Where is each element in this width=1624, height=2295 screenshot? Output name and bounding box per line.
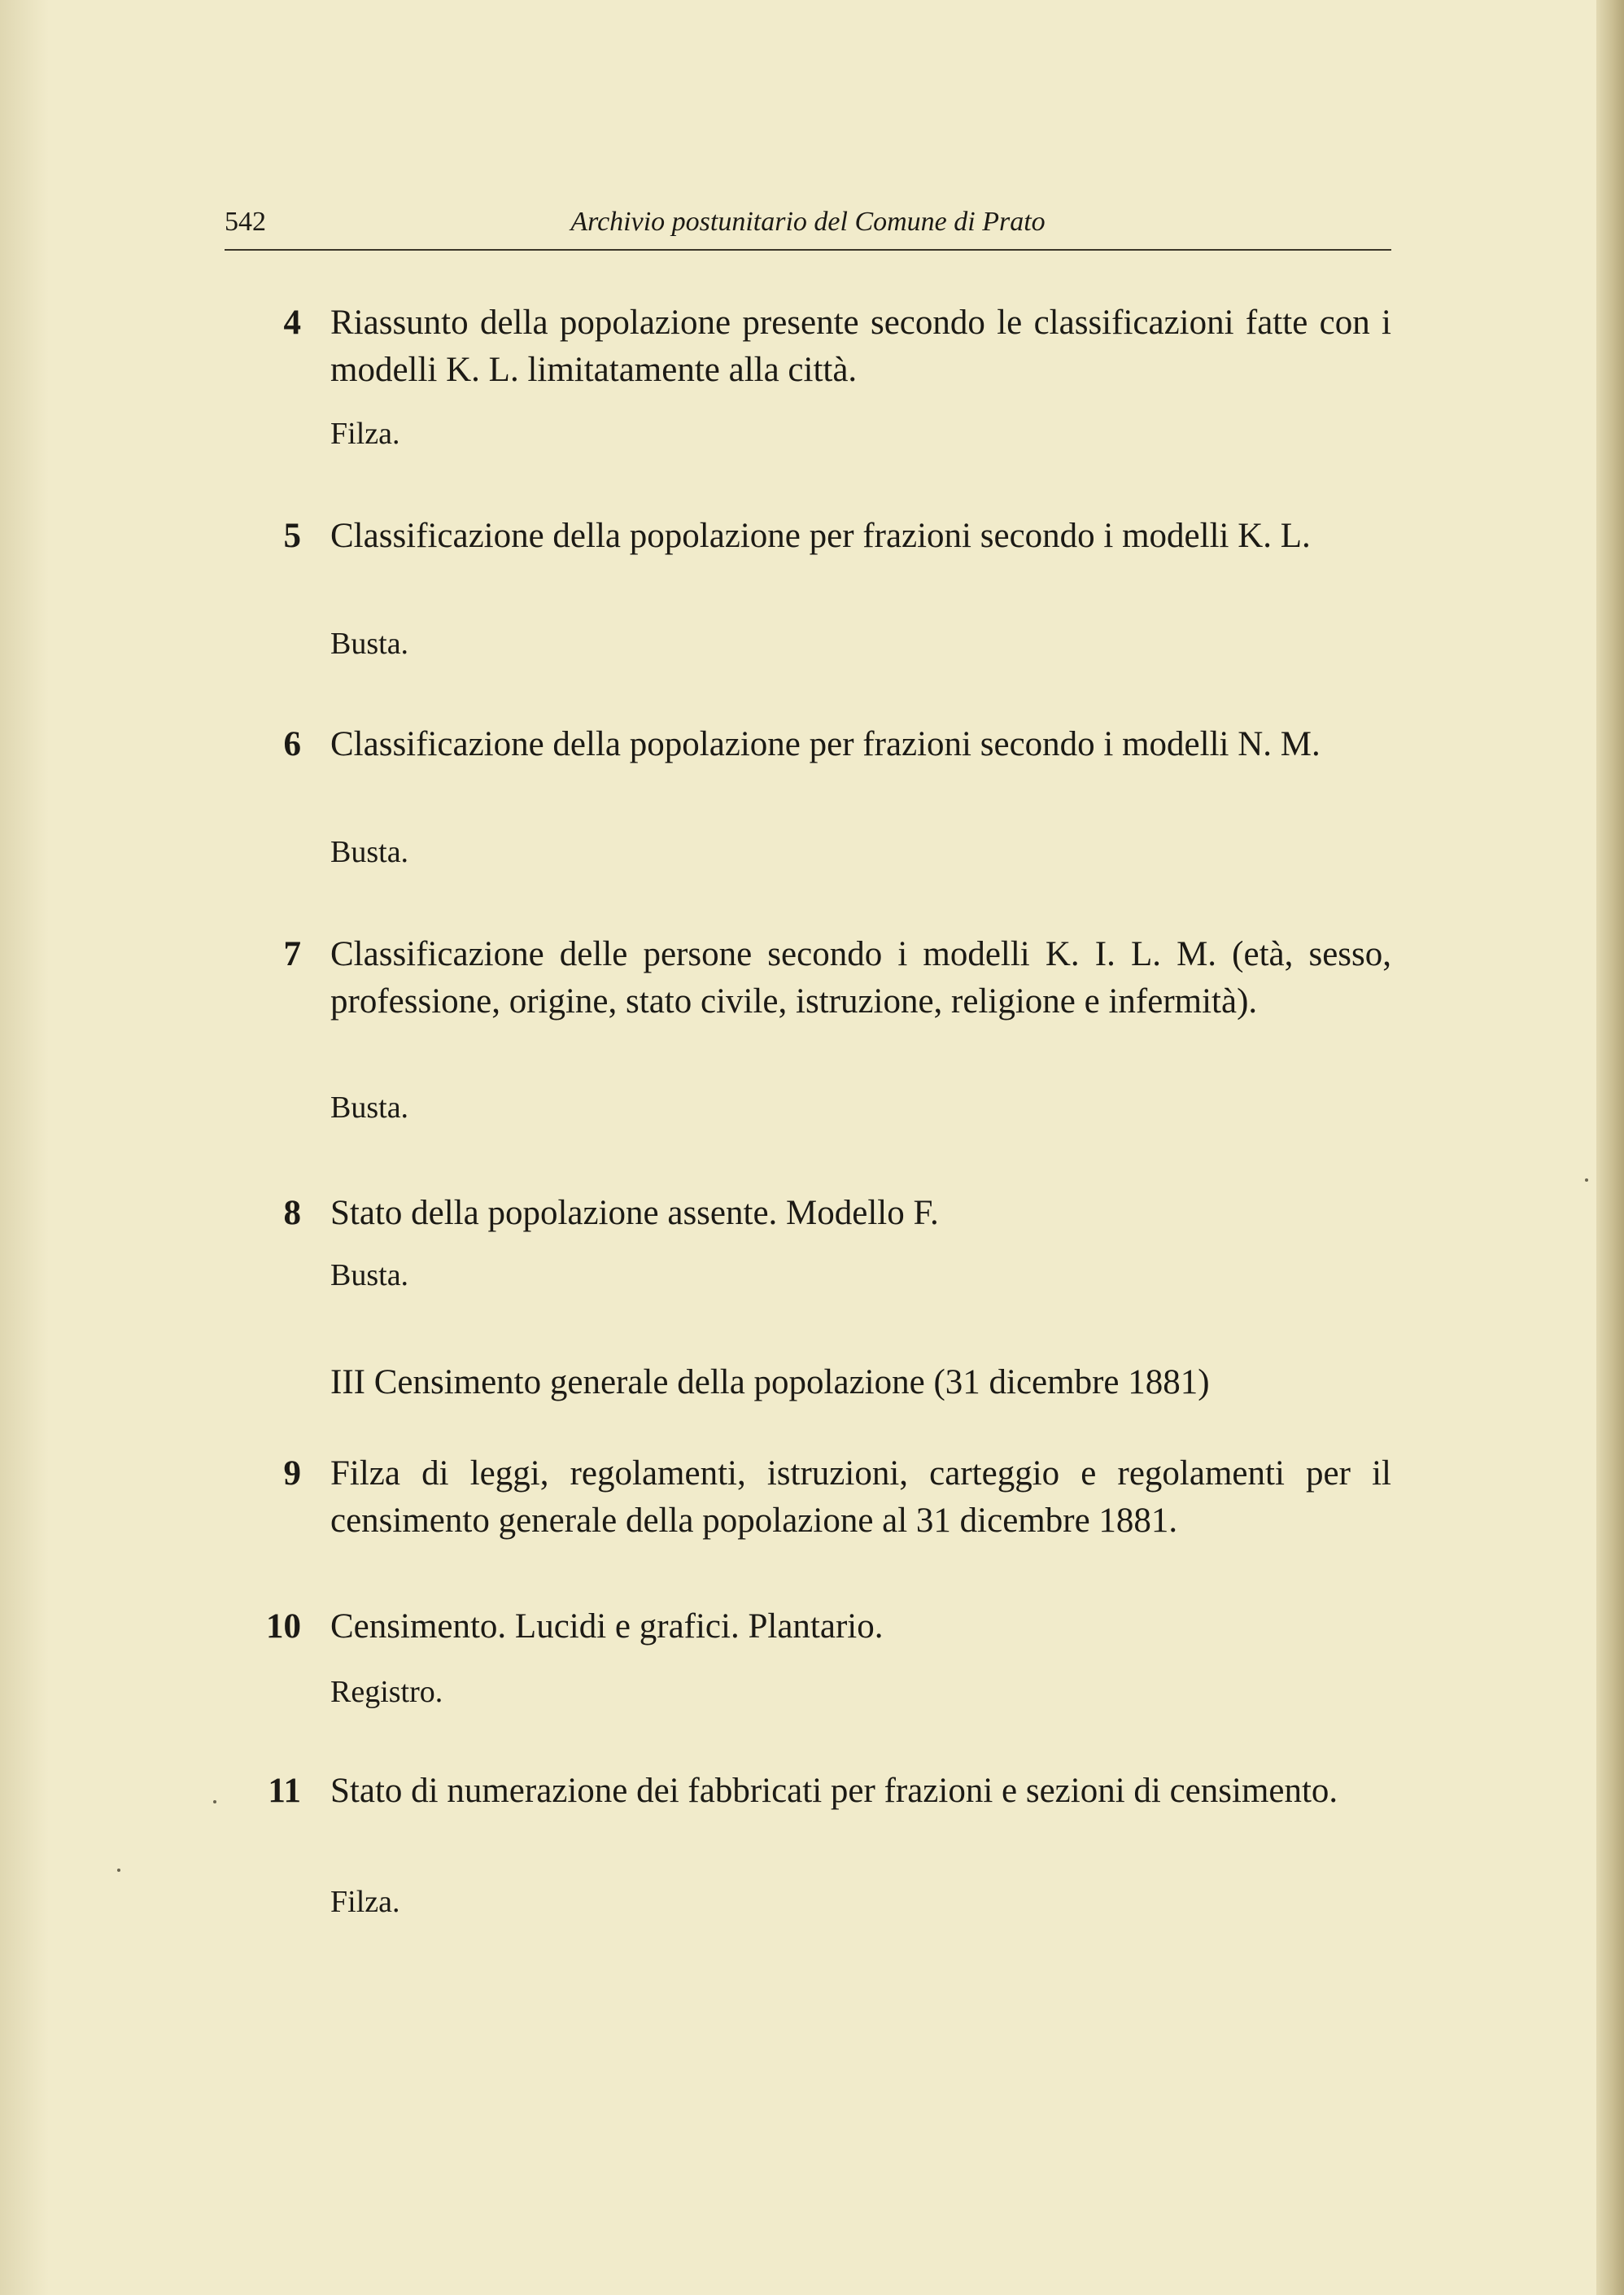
entry-title: Classificazione della popolazione per frazioni secondo i modelli N. M. [330, 725, 1321, 763]
entry-title: Stato di numerazione dei fabbricati per frazioni e sezioni di censimento. [330, 1772, 1338, 1810]
entry-type: Busta. [330, 1258, 409, 1292]
entry-type: Filza. [330, 417, 400, 451]
running-title: Archivio postunitario del Comune di Prato [570, 207, 1046, 237]
entry-type: Registro. [330, 1675, 443, 1709]
entry-title: Classificazione della popolazione per frazioni secondo i modelli K. L. [330, 517, 1311, 555]
entry-number: 9 [283, 1454, 301, 1493]
running-header [225, 202, 1391, 251]
page-shadow [0, 0, 49, 2295]
page-edge [1596, 0, 1624, 2295]
entry-title: Stato della popolazione assente. Modello F. [330, 1194, 939, 1232]
paper-speck [1585, 1178, 1588, 1182]
entry-title: Riassunto della popolazione presente secondo le classificazioni fatte con i modelli K. L. limitatamente alla città. [330, 304, 1391, 389]
entry-title: Censimento. Lucidi e grafici. Plantario. [330, 1607, 884, 1646]
entry-number: 11 [268, 1772, 301, 1810]
entry-title: Filza di leggi, regolamenti, istruzioni, carteggio e regolamenti per il censimento generale della popolazione al 31 dicembre 1881. [330, 1454, 1391, 1540]
entry-type: Busta. [330, 835, 409, 869]
page-number: 542 [225, 207, 266, 237]
entry-type: Filza. [330, 1885, 400, 1919]
section-heading: III Censimento generale della popolazione (31 dicembre 1881) [330, 1363, 1210, 1401]
entry-number: 4 [283, 304, 301, 342]
entry-type: Busta. [330, 1091, 409, 1125]
entry-type: Busta. [330, 627, 409, 661]
paper-speck [117, 1869, 120, 1872]
entry-title: Classificazione delle persone secondo i modelli K. I. L. M. (età, sesso, professione, origine, stato civile, istruzione, religione e infermità). [330, 935, 1391, 1021]
paper-speck [213, 1800, 216, 1803]
entry-number: 10 [266, 1607, 301, 1646]
entry-number: 8 [283, 1194, 301, 1232]
entry-number: 6 [283, 725, 301, 763]
entry-number: 5 [283, 517, 301, 555]
entry-number: 7 [283, 935, 301, 973]
